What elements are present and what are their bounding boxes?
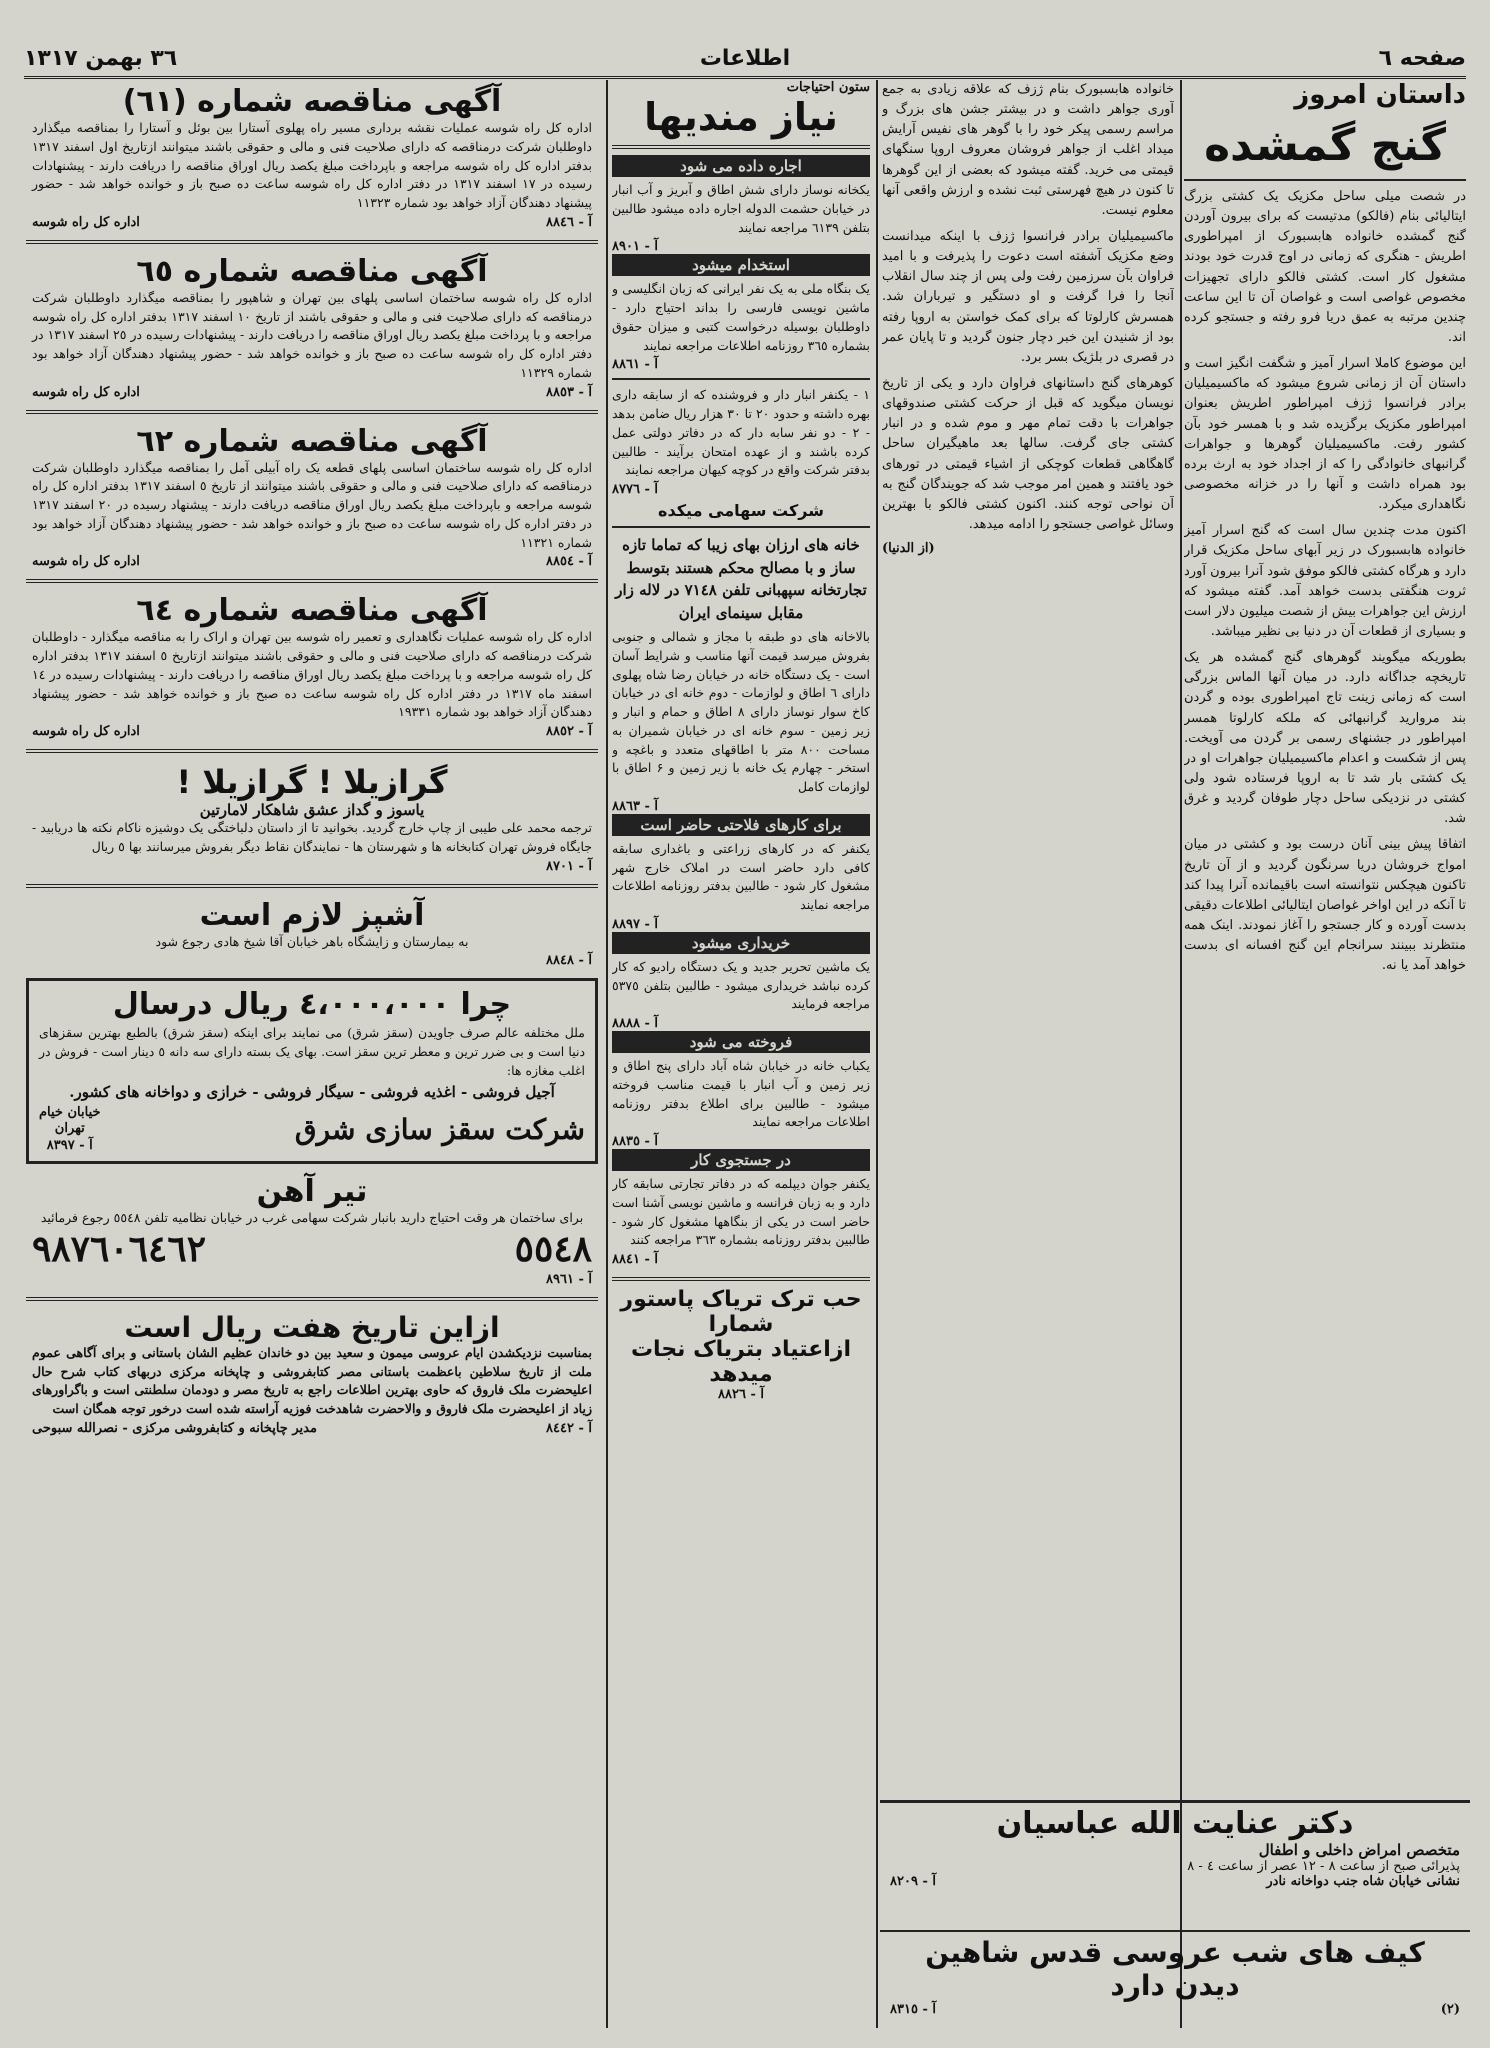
tender-ad xyxy=(26,589,598,743)
section-heading: استخدام میشود xyxy=(612,254,870,276)
tender-code: آ - ٨٨٥٢ xyxy=(546,724,592,739)
story-title: گنج گمشده xyxy=(1204,120,1446,171)
section-heading: خریداری میشود xyxy=(612,932,870,954)
gum-company: شرکت سقز سازی شرق xyxy=(294,1113,585,1147)
cook-text: به بیمارستان و زایشگاه باهر خیابان آقا شیخ هادی رجوع شود xyxy=(155,933,469,949)
doctor-name: دکتر عنایت الله عباسیان xyxy=(996,1806,1354,1841)
iron-title: تیر آهن xyxy=(256,1174,368,1210)
gum-address-city: تهران xyxy=(54,1121,85,1137)
gum-address-street: خیابان خیام xyxy=(39,1104,101,1120)
column-rule xyxy=(1180,80,1182,2028)
newspaper-name: اطلاعات xyxy=(699,45,791,71)
tender-signature: اداره کل راه شوسه xyxy=(32,214,140,230)
gum-title: چرا ٤،٠٠٠،٠٠٠ ریال درسال xyxy=(112,987,512,1023)
cook-ad xyxy=(26,894,598,973)
tender-text: اداره کل راه شوسه ساختمان اساسی پلهای قطعه یک راه آبیلی آمل را بمناقصه میگذارد داوطلبان شرکت درمناقصه که دارای صلاحیت فنی و مالی و حقوقی باشند میتوانند از تاریخ ٥ اسفند ١٣١٧ بدفتر اداره کل راه شوسه مراجعه و باپرداخت مبلغ یکصد ریال اوراق مناقصه دریافت دارند - پیشنهاد رسیده در ٢٠ اسفند ١٣١٧ در دفتر اداره کل راه شوسه ساعت ده صبح باز و خوانده خواهد شد - حضور پیشنهاد دهندگان آزاد خواهد بود شماره ١١٣٢١ xyxy=(32,459,592,550)
issue-date: ٣٦ بهمن ١٣١٧ xyxy=(24,45,178,71)
iron-code: آ - ٨٩٦١ xyxy=(546,1271,592,1287)
page-number: صفحه ٦ xyxy=(1378,45,1466,71)
tender-code: آ - ٨٨٤٦ xyxy=(546,214,592,230)
cook-title: آشپز لازم است xyxy=(199,897,425,933)
iron-phone: ٥٥٤٨ xyxy=(514,1227,592,1270)
ads-column xyxy=(26,80,598,2024)
seven-rial-text: بمناسبت نزدیکشدن ایام عروسی میمون و سعید بین دو خاندان عظیم الشان باستانی و برای آگاهی عموم ملت از تاریخ سلاطین باعظمت باستانی مصر کتابفروشی و چاپخانه مرکزی دربهای کتاب شرح حال اعلیحضرت ملک فاروق که حاوی بهترین اطلاعات راجع به تاریخ مصر و دودمان سلطنتی است و باگراورهای زیاد از اعلیحضرت ملک فاروق و والاحضرت شاهدخت فوزیه آراسته شده است درخور توجه همگان است xyxy=(32,1344,592,1417)
party-ad xyxy=(890,1936,1460,2017)
gum-text: ملل مختلفه عالم صرف جاویدن (سقز شرق) می نمایند برای اینکه (سقز شرق) بالطبع بهترین سقزهای دنیا است و بی ضرر ترین و معطر ترین سقز است. بهای یک بسته دارای سه دانه ٥ دینار است - فروش در اغلب مغازه ها: xyxy=(39,1025,586,1078)
story-paragraph: خانواده هابسبورک بنام ژزف که علاقه زیادی به جمع آوری جواهر داشت و در بیشتر جشن های بزرگ و مراسم رسمی پیکر خود را با گوهر های نفیس آرایش میداد اغلب از جواهر فروشان معروف اروپا سنگهای قیمتی می خرید. گفته میشود که بعضی از این گوهرها تا کنون در هیچ فهرستی ثبت نشده و ارزش واقعی آنها معلوم نیست. xyxy=(882,82,1174,218)
classified-text: بالاخانه های دو طبقه با مجاز و شمالی و جنوبی بفروش میرسد قیمت آنها مناسب و شرایط آسان است - یک دستگاه خانه در خیابان رضا شاه پهلوی دارای ٦ اطاق و لوازمات - دوم خانه ای در خیابان کاخ سوار نوساز دارای ٨ اطاق و حمام و انبار و زیر زمین - سوم خانه ای در خیابان شمیران به مساحت ٨٠٠ متر با اطاقهای متعدد و باغچه و استخر - چهارم یک خانه با زیر زمین و ۶ اطاق با لوازمات کامل xyxy=(612,629,870,794)
story-column xyxy=(1184,80,1466,1800)
story-source: (از الدنیا) xyxy=(882,541,935,557)
graziella-subtitle: یاسوز و گداز عشق شاهکار لامارتین xyxy=(199,801,425,819)
classified-text: ١ - یکنفر انبار دار و فروشنده که از سابقه داری بهره داشته و حدود ٢٠ تا ٣٠ هزار ریال ضامن بدهد - ٢ - دو نفر سابه دار که در دفاتر دولتی عمل کرده باشند و از عهده امتحان برآیند - طالبین بدفتر شرکت واقع در کوچه کیهان مراجعه نمایند xyxy=(612,387,870,478)
iron-ad xyxy=(26,1170,598,1291)
doctor-code: آ - ٨٢٠٩ xyxy=(890,1874,936,1889)
iron-big-number: ٩٨٧٦٠٦٤٦٢ xyxy=(32,1227,207,1270)
doctor-ad xyxy=(890,1806,1460,1889)
gum-ad xyxy=(26,978,598,1164)
story-bottom-rule xyxy=(880,1800,1470,1803)
story-paragraph: این موضوع کاملا اسرار آمیز و شگفت انگیز است و داستان آن از زمانی شروع میشود که ماکسیمیلیان برادر فرانسوا ژزف امپراطور اطریش بعنوان امپراطور مکزیک برگزیده شد و با همسر خود بآن کشور رفت. ماکسیمیلیان گوهرها و جواهرات گرانبهای خانوادگی را که از اجداد خود به ارث برده بود همراه داشت و آنها را در خزانه مخصوصی نگاهداری میکرد. xyxy=(1184,356,1466,513)
tender-text: اداره کل راه شوسه ساختمان اساسی پلهای بین تهران و شاهپور را بمناقصه میگذارد داوطلبان شرکت درمناقصه که دارای صلاحیت فنی و مالی و حقوقی باشند از تاریخ ١٠ اسفند ١٣١٧ بدفتر اداره کل راه شوسه مراجعه و با پرداخت مبلغ یکصد ریال اوراق مناقصه را دریافت دارند - پیشنهادات رسیده در ٢٥ اسفند ١٣١٧ در دفتر اداره کل راه شوسه ساعت ده صبح باز و خوانده خواهد شد - حضور پیشنهاد دهندگان آزاد خواهد بود شماره ١١٣٢٩ xyxy=(32,289,592,380)
classified-text: یکباب خانه در خیابان شاه آباد دارای پنج اطاق و زیر زمین و آب انبار با قیمت مناسب فروخته میشود - طالبین برای اطلاع بدفتر روزنامه اطلاعات مراجعه نمایند xyxy=(612,1058,870,1130)
section-heading: در جستجوی کار xyxy=(612,1149,870,1171)
tender-title: آگهی مناقصه شماره (٦١) xyxy=(122,84,502,119)
story-paragraph: بطوریکه میگویند گوهرهای گنج گمشده هر یک تاریخچه جداگانه دارد. در میان آنها الماس بزرگی است که زمانی زینت تاج امپراطوری بوده و گردن بند مروارید گرانبهائی که ملکه کارلوتا همسر امپراطور در جشنهای رسمی بر گردن می آویخت. پس از شکست و اعدام ماکسیمیلیان جواهرات او در یک کشتی بار شد تا به اروپا فرستاده شود ولی کشتی در نزدیکی ساحل دچار طوفان گردید و غرق شد. xyxy=(1184,650,1466,827)
ad-code: آ - ٨٨٤١ xyxy=(612,1252,658,1267)
tender-ad xyxy=(26,80,598,234)
gum-code: آ - ٨٣٩٧ xyxy=(46,1138,93,1154)
classified-text: یک ماشین تحریر جدید و یک دستگاه رادیو که کار کرده نباشد خریداری میشود - طالبین بتلفن ٥٣٧٥ مراجعه فرمایند xyxy=(612,958,870,1012)
company-name: شرکت سهامی میکده xyxy=(658,501,824,520)
doctor-hours: پذیرائی صبح از ساعت ٨ - ١٢ عصر از ساعت ٤ - ٨ xyxy=(1187,1859,1460,1874)
story-paragraph: اکنون مدت چندین سال است که گنج اسرار آمیز خانواده هابسبورک در زیر آبهای ساحل مکزیک قرار دارد و هرگاه کشتی فالکو موفق شود آنرا بیرون آورد ثروت هنگفتی بدست خواهد آمد. گفته میشود که ارزش این جواهرات بیش از شصت میلیون دلار است و بسیاری از قطعات آن در دنیا بی نظیر میباشد. xyxy=(1184,523,1466,639)
story-paragraph: در شصت میلی ساحل مکزیک یک کشتی بزرگ ایتالیائی بنام (فالکو) مدتیست که برای بیرون آوردن گنج گمشده خانواده هابسبورک از امپراطوری اطریش - هنگری که زمانی در اوج قدرت خود بودند مشغول کار است. کشتی فالکو دارای تجهیزات مخصوص غواصی است و غواصان آن تا این ساعت چندین مرتبه به عمق دریا فرو رفته و جستجو کرده اند. xyxy=(1184,189,1466,345)
classified-text: یک بنگاه ملی به یک نفر ایرانی که زبان انگلیسی و ماشین نویسی فارسی را بداند احتیاج دارد - داوطلبان بوسیله درخواست کتبی و میزان حقوق بشماره ٣٦٥ روزنامه اطلاعات مراجعه نمایند xyxy=(612,281,870,353)
story-series: داستان امروز xyxy=(1294,80,1466,110)
classified-title: نیاز مندیها xyxy=(644,95,838,139)
tender-signature: اداره کل راه شوسه xyxy=(32,724,140,739)
pill-code: آ - ٨٨٢٦ xyxy=(718,1387,764,1402)
graziella-ad xyxy=(26,759,598,878)
houses-headline: خانه های ارزان بهای زیبا که تماما تازه ساز و با مصالح محکم هستند بتوسط تجارتخانه سپهبانی تلفن ٧١٤٨ در لاله زار مقابل سینمای ایران xyxy=(615,536,867,622)
tender-ad xyxy=(26,420,598,574)
seven-rial-ad xyxy=(26,1307,598,1440)
ad-code: آ - ٨٨٦١ xyxy=(612,357,658,373)
seven-rial-title: ازاین تاریخ هفت ریال است xyxy=(124,1310,500,1344)
pill-title: حب ترک تریاک پاستور شمارا xyxy=(620,1287,862,1337)
classified-column xyxy=(612,80,870,1920)
graziella-title: گرازیلا ! گرازیلا ! xyxy=(176,763,448,801)
story-paragraph: اتفاقا پیش بینی آنان درست بود و کشتی در میان امواج خروشان دریا سرنگون گردید و از آن تاریخ تاکنون هیچکس نتوانسته است باقیمانده آنرا پیدا کند تا آنکه در این اواخر غواصان ایتالیائی اطلاعات دقیقی بدست آورده و کار جستجو را آغاز نمودند. اینک همه منتظرند ببینند سرانجام این گنج افسانه ای بدست خواهد آمد یا نه. xyxy=(1184,837,1466,974)
story-column-continued xyxy=(882,80,1174,1800)
graziella-text: ترجمه محمد علی طیبی از چاپ خارج گردید. بخوانید تا از داستان دلباختگی یک دوشیزه ناکام نکته ها دریابید - جایگاه فروش تهران کتابخانه ها و شهرستان ها - نمایندگان نقاط دیگر بفروش میرسانند بها ٥ ریال xyxy=(32,820,592,854)
section-heading: فروخته می شود xyxy=(612,1031,870,1053)
seven-rial-code: آ - ٨٤٤٢ xyxy=(546,1420,592,1436)
gum-list: آجیل فروشی - اغذیه فروشی - سیگار فروشی - خرازی و دواخانه های کشور. xyxy=(69,1082,555,1101)
story-paragraph: کوهرهای گنج داستانهای فراوان دارد و یکی از تاریخ نویسان میگوید که قبل از حرکت کشتی صندوقهای جواهرات با دقت تمام مهر و موم شده و در انبار کشتی جای گرفت. سالها بعد ماهیگیران ساحل گاهگاهی قطعات کوچکی از اشیاء قیمتی در تورهای خود یافتند و همین امر موجب شد که جویندگان گنج به آن نواحی توجه کنند. اکنون کشتی فالکو با بهترین وسائل غواصی جستجو را ادامه میدهد. xyxy=(882,375,1174,532)
classified-text: یکنفر که در کارهای زراعتی و باغداری سابقه کافی دارد حاضر است در املاک خارج شهر مشغول کار شود - طالبین بدفتر روزنامه اطلاعات مراجعه نمایند xyxy=(612,840,870,912)
story-paragraph: ماکسیمیلیان برادر فرانسوا ژزف با اینکه میدانست وضع مکزیک آشفته است دعوت را پذیرفت و با امید فراوان بآن سرزمین رفت ولی پس از چند سال انقلاب آنجا را فرا گرفت و او دستگیر و تیرباران شد. همسرش کارلوتا که برای کمک خواستن به اروپا رفته بود از شنیدن این خبر دچار جنون گردید و تا پایان عمر در قصری در بلژیک بسر برد. xyxy=(882,228,1174,365)
party-code: آ - ٨٣١٥ xyxy=(890,2002,936,2017)
graziella-code: آ - ٨٧٠١ xyxy=(546,858,592,874)
page-header xyxy=(24,40,1466,79)
pill-subtitle: ازاعتیاد بتریاک نجات میدهد xyxy=(630,1337,852,1387)
ad-code: آ - ٨٨٦٣ xyxy=(612,798,658,814)
section-heading: برای کارهای فلاحتی حاضر است xyxy=(612,814,870,836)
classified-text: یکخانه نوساز دارای شش اطاق و آبریز و آب انبار در خیابان حشمت الدوله اجاره داده میشود طالبین بتلفن ٦١٣٩ مراجعه نمایند xyxy=(612,182,870,235)
seven-rial-signature: مدیر چاپخانه و کتابفروشی مرکزی - نصرالله سبوحی xyxy=(32,1420,317,1436)
tender-ad xyxy=(26,250,598,404)
ad-divider xyxy=(880,1930,1470,1932)
ad-code: آ - ٨٨٨٨ xyxy=(612,1016,658,1031)
section-heading: اجاره داده می شود xyxy=(612,155,870,177)
tender-code: آ - ٨٨٥٤ xyxy=(546,554,592,570)
doctor-address: نشانی خیابان شاه جنب دواخانه نادر xyxy=(1266,1874,1460,1889)
column-rule xyxy=(876,80,878,2028)
tender-title: آگهی مناقصه شماره ٦٢ xyxy=(136,423,488,459)
iron-text: برای ساختمان هر وقت احتیاج دارید بانبار شرکت سهامی غرب در خیابان نظامیه تلفن ٥٥٤٨ رجوع فرمائید xyxy=(40,1210,584,1226)
tender-signature: اداره کل راه شوسه xyxy=(32,554,140,570)
party-number: (٢) xyxy=(1440,2002,1460,2017)
ad-code: آ - ٨٧٧٦ xyxy=(612,482,658,497)
tender-signature: اداره کل راه شوسه xyxy=(32,384,140,400)
classified-header: ستون احتیاجات xyxy=(786,80,870,95)
classified-text: یکنفر جوان دیپلمه که در دفاتر تجارتی سابقه کار دارد و به زبان فرانسه و ماشین نویسی آشنا است حاضر است در یکی از بنگاهها مشغول کار شود - طالبین بدفتر روزنامه بشماره ٣٦٣ مراجعه کنند xyxy=(612,1176,870,1248)
cook-code: آ - ٨٨٤٨ xyxy=(546,953,592,969)
ad-code: آ - ٨٨٣٥ xyxy=(612,1134,658,1149)
ad-code: آ - ٨٩٠١ xyxy=(612,239,658,255)
party-title: کیف های شب عروسی قدس شاهین دیدن دارد xyxy=(925,1936,1425,2002)
tender-text: اداره کل راه شوسه عملیات نگاهداری و تعمیر راه شوسه بین تهران و اراک را به مناقصه میگذارد - داوطلبان شرکت درمناقصه که دارای صلاحیت فنی و مالی و حقوقی باشند میتوانند ازتاریخ ٥ اسفند ١٣١٧ بدفتر اداره کل راه شوسه مراجعه و با پرداخت مبلغ یکصد ریال اوراق مناقصه را دریافت دارند - پیشنهادات رسیده در ١٤ اسفند ماه ١٣١٧ در دفتر اداره کل راه شوسه ساعت ده صبح باز و خوانده خواهد شد - حضور پیشنهاد دهندگان آزاد خواهد بود شماره ١٩٣٣١ xyxy=(32,629,592,720)
column-rule xyxy=(606,80,608,2028)
doctor-specialty: متخصص امراض داخلی و اطفال xyxy=(1258,1841,1460,1859)
tender-title: آگهی مناقصه شماره ٦٥ xyxy=(136,253,488,289)
ad-code: آ - ٨٨٩٧ xyxy=(612,916,658,932)
tender-title: آگهی مناقصه شماره ٦٤ xyxy=(136,593,488,629)
tender-code: آ - ٨٨٥٣ xyxy=(546,384,592,400)
tender-text: اداره کل راه شوسه عملیات نقشه برداری مسیر راه پهلوی آستارا بین بوئل و آستارا را بمناقصه میگذارد داوطلبان شرکت درمناقصه که دارای صلاحیت فنی و مالی و حقوقی باشند میتوانند ازتاریخ اول اسفند ١٣١٧ بدفتر اداره کل راه شوسه مراجعه و باپرداخت مبلغ یکصد ریال اوراق مناقصه را دریافت دارند - پیشنهادات رسیده در ١٧ اسفند ١٣١٧ در دفتر اداره کل راه شوسه ساعت ده صبح باز و خوانده خواهد شد - حضور پیشنهاد دهندگان آزاد خواهد بود شماره ١١٣٢٣ xyxy=(32,120,592,210)
